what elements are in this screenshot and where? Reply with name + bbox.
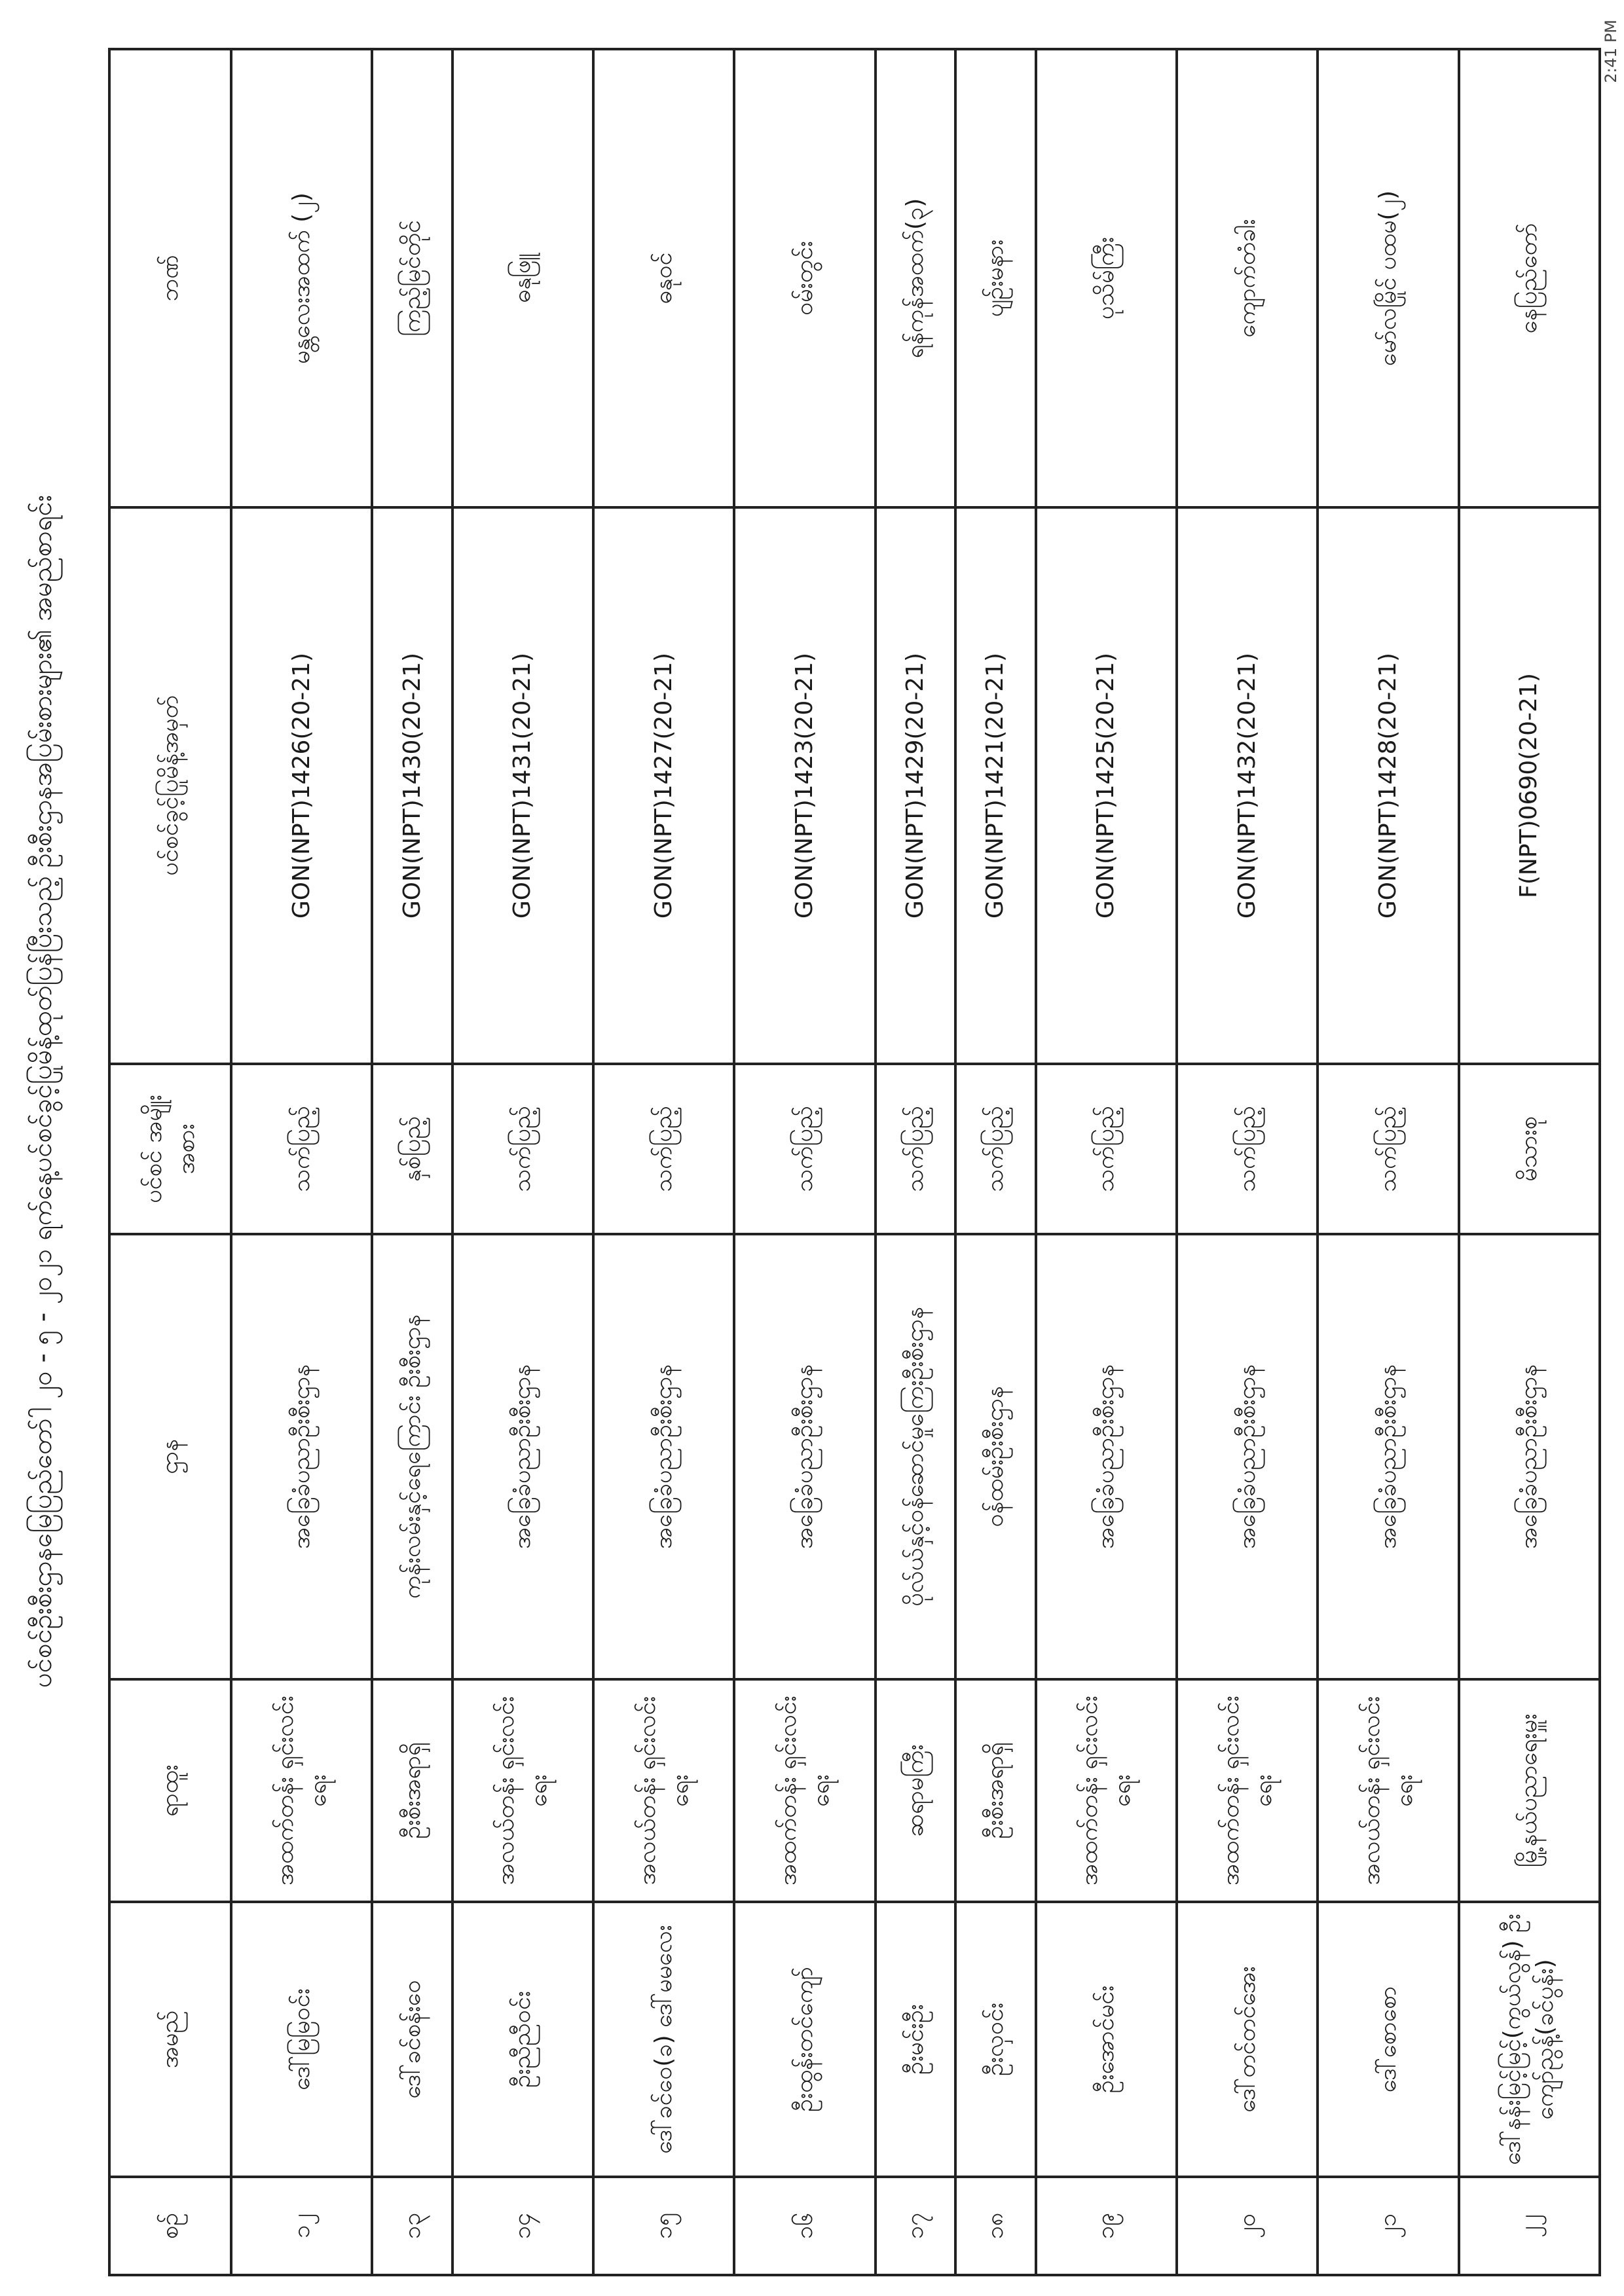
cell-department: အခြေခံပညာဦးစီးဌာန: [231, 1234, 372, 1679]
cell-name: ဦးမင်းဦး: [876, 1902, 956, 2177]
cell-pension-type: သက်ပြည့်: [1036, 1064, 1177, 1234]
cell-name: ဒေါ်မြမြဝင်း: [231, 1902, 372, 2177]
cell-position: အထက်တန်း ရှင်းလင်းရေး: [231, 1679, 372, 1902]
cell-pension-type: သက်ပြည့်: [955, 1064, 1036, 1234]
cell-department: ဝန်ထမ်းဦးစီးဌာန: [955, 1234, 1036, 1679]
cell-pension-type: သက်ပြည့်: [876, 1064, 956, 1234]
cell-no: ၁၉: [1036, 2177, 1177, 2275]
cell-position: အလယ်တန်း ရှင်းလင်းရေး: [1318, 1679, 1458, 1902]
cell-name: ဒေါ်တင်တင်အေး: [1177, 1902, 1318, 2177]
cell-bank: မန္တလေးအထက် (၂): [231, 49, 372, 507]
cell-name: ဒေါ်ခင်စန်းဝေ: [372, 1902, 452, 2177]
cell-no: ၂၁: [1318, 2177, 1458, 2275]
header-department: ဌာန: [109, 1234, 231, 1679]
pension-table: [108, 48, 1601, 2276]
cell-no: ၁၈: [955, 2177, 1036, 2275]
cell-bank: ရန်ကုန်အထက်(၃): [876, 49, 956, 507]
cell-department: အခြေခံပညာဦးစီးဌာန: [734, 1234, 875, 1679]
cell-position: အလယ်တန်း ရှင်းလင်းရေး: [593, 1679, 734, 1902]
cell-pension-type: သက်ပြည့်: [593, 1064, 734, 1234]
cell-department: အခြေခံပညာဦးစီးဌာန: [1177, 1234, 1318, 1679]
cell-bank: ဓနုဝင်: [593, 49, 734, 507]
table-header-row: [109, 49, 231, 2275]
header-no: စဉ်: [109, 2177, 231, 2275]
table-row: [1459, 49, 1600, 2275]
cell-name: ဒေါ်နန်းမြင့်မြင့်(ကွယ်လွန်) ဦးကျော်ညွန့်(ခင်ပွန်း): [1459, 1902, 1600, 2177]
cell-license-no: GON(NPT)1432(20-21): [1177, 507, 1318, 1064]
table-row: [1177, 49, 1318, 2275]
cell-position: အထက်တန်း ရှင်းလင်းရေး: [734, 1679, 875, 1902]
cell-license-no: GON(NPT)1430(20-21): [372, 507, 452, 1064]
cell-bank: ဝမ်းတွင်း: [734, 49, 875, 507]
cell-department: အခြေခံပညာဦးစီးဌာန: [452, 1234, 593, 1679]
table-row: [1318, 49, 1458, 2275]
cell-bank: ပုသိမ်ကြီး: [1036, 49, 1177, 507]
cell-pension-type: နှစ်ပြည့်: [372, 1064, 452, 1234]
cell-department: ပိုလ်ယ်နှင့်ဝန်ဆောင်မှုကြေးဦးစီးဌာန: [876, 1234, 956, 1679]
cell-position: အထက်တန်း ရှင်းလင်းရေး: [1177, 1679, 1318, 1902]
header-position: ရာထူး: [109, 1679, 231, 1902]
print-timestamp: 2:41 PM: [1602, 20, 1620, 83]
table-row: [452, 49, 593, 2275]
cell-no: ၂၂: [1459, 2177, 1600, 2275]
cell-department: အခြေခံပညာဦးစီးဌာန: [593, 1234, 734, 1679]
table-row: [1036, 49, 1177, 2275]
cell-position: အလယ်တန်း ရှင်းလင်းရေး: [452, 1679, 593, 1902]
cell-no: ၁၇: [876, 2177, 956, 2275]
cell-no: ၁၂: [231, 2177, 372, 2275]
document-title: ပင်စင်ဦးစီးဌာနမြေပြည်တော်ါ ၂၀ - ၅ - ၂၀၂၁ ရက်နေ့ပင်စင်ခွင့်ပြုမိန့်ထုတ်ပြန်ပြီးသည့် ဦးစီးဌာနအပြမ်းစားများ၏ အမည်စာရင်း: [28, 495, 58, 1688]
cell-department: အခြေခံပညာဦးစီးဌာန: [1036, 1234, 1177, 1679]
cell-name: ဒေါ်ခင်ဝေ(ခ) ဒေါ်မမလေး: [593, 1902, 734, 2177]
cell-name: ဦးညီညီဝင်း: [452, 1902, 593, 2177]
table-row: [955, 49, 1036, 2275]
cell-position: မြို့နယ်ပညာရေးမှူး: [1459, 1679, 1600, 1902]
cell-bank: ကျောက်တံခါး: [1177, 49, 1318, 507]
cell-name: ဦးထွန်းတင်ကျော်: [734, 1902, 875, 2177]
cell-no: ၁၃: [372, 2177, 452, 2275]
cell-name: ဦးအောင်မင်း: [1036, 1902, 1177, 2177]
cell-no: ၁၅: [593, 2177, 734, 2275]
cell-license-no: GON(NPT)1428(20-21): [1318, 507, 1458, 1064]
cell-pension-type: သက်ပြည့်: [1177, 1064, 1318, 1234]
header-bank: ဘဏ်: [109, 49, 231, 507]
cell-license-no: GON(NPT)1426(20-21): [231, 507, 372, 1064]
cell-name: ဦးလှဝင်း: [955, 1902, 1036, 2177]
cell-department: ကုန်းလမ်းနှင့်ရေကြောင်း ဦးစီးဌာန: [372, 1234, 452, 1679]
cell-pension-type: မိသားစု: [1459, 1064, 1600, 1234]
cell-license-no: GON(NPT)1427(20-21): [593, 507, 734, 1064]
cell-department: အခြေခံပညာဦးစီးဌာန: [1318, 1234, 1458, 1679]
cell-bank: မော်လမြိုင် ပထမ(၂): [1318, 49, 1458, 507]
cell-pension-type: သက်ပြည့်: [452, 1064, 593, 1234]
cell-license-no: GON(NPT)1423(20-21): [734, 507, 875, 1064]
cell-no: ၂၀: [1177, 2177, 1318, 2275]
table-row: [876, 49, 956, 2275]
cell-department: အခြေခံပညာဦးစီးဌာန: [1459, 1234, 1600, 1679]
cell-pension-type: သက်ပြည့်: [231, 1064, 372, 1234]
cell-position: ဆရာမကြီး: [876, 1679, 956, 1902]
table-row: [231, 49, 372, 2275]
table-row: [734, 49, 875, 2275]
table-row: [593, 49, 734, 2275]
header-name: အမည်: [109, 1902, 231, 2177]
cell-pension-type: သက်ပြည့်: [1318, 1064, 1458, 1234]
cell-bank: ကြည့်မြင်တိုင်: [372, 49, 452, 507]
cell-bank: နေပြည်တော်: [1459, 49, 1600, 507]
table-row: [372, 49, 452, 2275]
cell-bank: ဓနုဖြူ: [452, 49, 593, 507]
cell-position: အထက်တန်း ရှင်းလင်းရေး: [1036, 1679, 1177, 1902]
cell-position: ဦးစီးအရာရှိ: [372, 1679, 452, 1902]
cell-name: ဒေါ်စောစော: [1318, 1902, 1458, 2177]
cell-license-no: GON(NPT)1431(20-21): [452, 507, 593, 1064]
cell-pension-type: သက်ပြည့်: [734, 1064, 875, 1234]
cell-license-no: GON(NPT)1421(20-21): [955, 507, 1036, 1064]
cell-license-no: GON(NPT)1429(20-21): [876, 507, 956, 1064]
cell-position: ဦးစီးအရာရှိ: [955, 1679, 1036, 1902]
cell-license-no: GON(NPT)1425(20-21): [1036, 507, 1177, 1064]
header-license-no: ပင်စင်ခွင့်ပြုမိန့်အမှတ်: [109, 507, 231, 1064]
cell-license-no: F(NPT)0690(20-21): [1459, 507, 1600, 1064]
cell-bank: ပျဉ်းမနား: [955, 49, 1036, 507]
cell-no: ၁၆: [734, 2177, 875, 2275]
cell-no: ၁၄: [452, 2177, 593, 2275]
header-pension-type: ပင်စင် အမျိုးအစား: [109, 1064, 231, 1234]
